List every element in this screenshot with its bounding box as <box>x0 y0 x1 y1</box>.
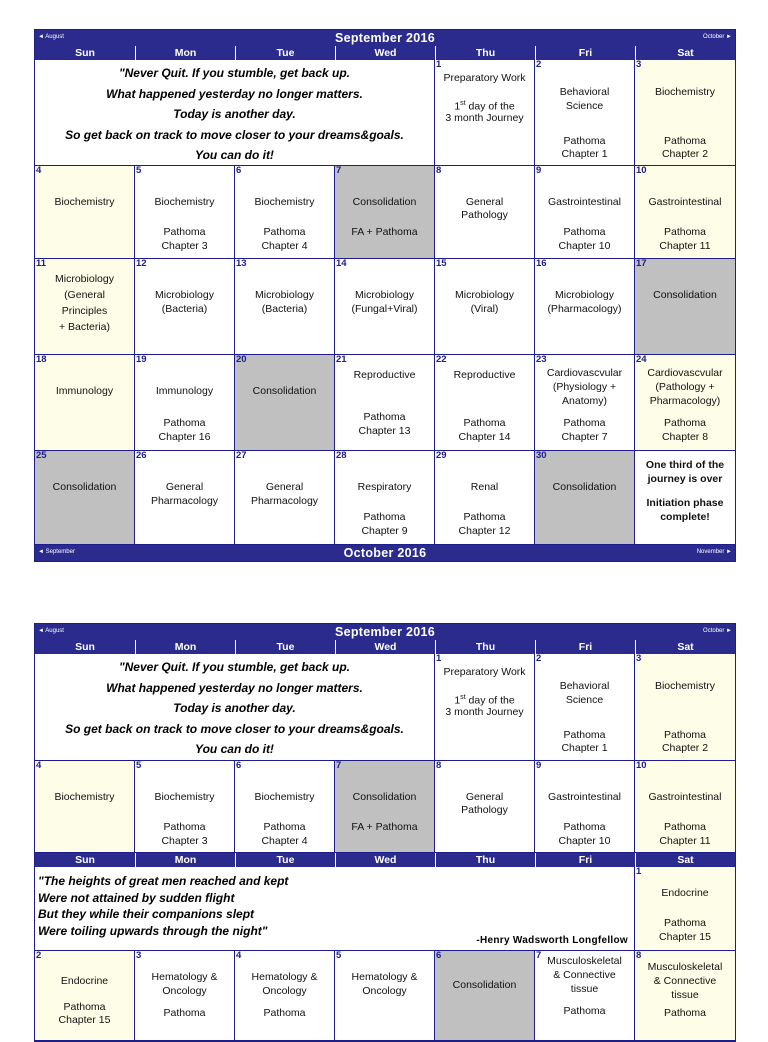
chapter-label: Pathoma <box>663 417 707 429</box>
day-cell[interactable] <box>335 166 435 259</box>
milestone-text: complete! <box>660 511 710 523</box>
month-header <box>35 624 735 640</box>
calendar-september-2016-copy <box>34 623 736 1042</box>
subject-label: (General <box>64 289 105 301</box>
weekday-tue: Tue <box>235 853 335 867</box>
subject-label: Principles <box>61 305 108 317</box>
weekday-sun: Sun <box>75 641 95 653</box>
subject-label: (Physiology + <box>552 381 617 393</box>
subject-label: Oncology <box>262 985 307 997</box>
chapter-label: Chapter 7 <box>561 431 608 443</box>
subject-label: (Pathology + <box>655 381 715 393</box>
weekday-mon: Mon <box>135 46 235 60</box>
subject-label: Biochemistry <box>254 791 315 803</box>
day-number: 6 <box>236 166 242 176</box>
subject-label: Musculoskeletal <box>647 961 723 973</box>
subject-label: Biochemistry <box>654 86 716 98</box>
weekday-header <box>35 853 735 867</box>
day-cell[interactable] <box>135 259 235 355</box>
calendar-grid <box>35 867 735 1041</box>
subject-label: Consolidation <box>352 196 417 208</box>
weekday-sun: Sun <box>75 47 95 59</box>
subject-label: Consolidation <box>252 385 317 397</box>
subject-label: Hematology & <box>351 971 418 983</box>
day-number: 14 <box>336 259 347 269</box>
chapter-label: Chapter 1 <box>561 148 608 160</box>
subject-label: Preparatory Work <box>443 666 526 678</box>
day-cell[interactable] <box>235 166 335 259</box>
day-cell[interactable] <box>435 451 535 545</box>
chapter-label: Pathoma <box>163 821 206 833</box>
weekday-tue: Tue <box>235 640 335 654</box>
weekday-fri: Fri <box>535 853 635 867</box>
day-cell[interactable] <box>435 259 535 355</box>
chapter-label: Chapter 2 <box>661 148 709 160</box>
day-number: 30 <box>536 451 547 461</box>
subject-label: Preparatory Work <box>443 72 526 84</box>
subject-label: Biochemistry <box>254 196 315 208</box>
chapter-label: Chapter 1 <box>561 742 608 754</box>
day-number: 19 <box>136 355 147 365</box>
quote-line: Today is another day. <box>173 107 296 121</box>
day-number: 2 <box>536 60 542 70</box>
subject-label: Hematology & <box>251 971 318 983</box>
weekday-sat: Sat <box>635 46 735 60</box>
weekday-sat: Sat <box>635 853 735 867</box>
subject-label: Cardiovascvular <box>647 367 723 379</box>
chapter-label: Chapter 10 <box>558 240 611 252</box>
chapter-label: Chapter 16 <box>158 431 211 443</box>
day-number: 18 <box>36 355 47 365</box>
subject-label: Renal <box>470 481 499 493</box>
subject-label: General <box>165 481 204 493</box>
milestone-note-cell <box>635 451 735 545</box>
day-number: 10 <box>636 761 647 771</box>
weekday-mon: Mon <box>135 640 235 654</box>
day-number: 8 <box>436 761 442 771</box>
subject-label: Science <box>565 694 604 706</box>
subject-label: Microbiology <box>555 289 614 301</box>
chapter-label: Pathoma <box>663 1007 707 1019</box>
prev-month-link[interactable]: ◄ August <box>38 628 64 634</box>
quote-line: What happened yesterday no longer matters. <box>106 86 363 101</box>
chapter-label: Chapter 10 <box>558 835 611 847</box>
chapter-label: Chapter 4 <box>261 240 308 252</box>
day-number: 2 <box>536 654 542 664</box>
day-number: 28 <box>336 451 347 461</box>
day-cell[interactable] <box>35 951 135 1041</box>
day-number: 13 <box>236 259 247 269</box>
quote-line: You can do it! <box>195 148 274 162</box>
day-cell[interactable] <box>135 355 235 451</box>
weekday-thu: Thu <box>435 640 535 654</box>
subject-label: Gastrointestinal <box>648 791 722 803</box>
subject-label: Pharmacology <box>150 495 219 507</box>
subject-label: General <box>465 196 504 208</box>
chapter-label: Chapter 9 <box>361 525 408 537</box>
day-number: 4 <box>236 951 242 961</box>
day-cell[interactable] <box>35 259 135 355</box>
chapter-label: Chapter 11 <box>659 240 711 252</box>
subject-label: Consolidation <box>452 979 517 991</box>
subject-label: & Connective <box>653 975 717 987</box>
day-cell[interactable] <box>435 355 535 451</box>
chapter-label: Pathoma <box>563 135 606 147</box>
subject-label: Respiratory <box>357 481 412 493</box>
day-cell[interactable] <box>535 60 635 166</box>
note-label: 1st day of the <box>454 694 515 707</box>
calendar-grid <box>35 60 735 545</box>
subject-label: Immunology <box>155 385 214 397</box>
chapter-label: Pathoma <box>163 417 206 429</box>
chapter-label: Chapter 13 <box>358 425 411 437</box>
chapter-label: Pathoma <box>363 511 406 523</box>
day-cell[interactable] <box>435 951 535 1041</box>
subject-label: Anatomy) <box>562 395 607 407</box>
day-number: 9 <box>536 761 542 771</box>
day-cell[interactable] <box>635 951 735 1041</box>
day-cell[interactable] <box>335 259 435 355</box>
subject-label: Biochemistry <box>654 680 716 692</box>
chapter-label: Chapter 3 <box>161 240 208 252</box>
day-number: 29 <box>436 451 447 461</box>
day-cell[interactable] <box>235 761 335 853</box>
subject-label: tissue <box>671 989 699 1001</box>
quote-line: So get back on track to move closer to your dreams&goals. <box>65 721 404 736</box>
day-cell[interactable] <box>35 355 135 451</box>
day-number: 15 <box>436 259 447 269</box>
motivational-quote <box>35 654 435 761</box>
chapter-label: Chapter 4 <box>261 835 308 847</box>
chapter-label: Pathoma <box>563 729 606 741</box>
chapter-label: Chapter 2 <box>661 742 709 754</box>
day-number: 4 <box>36 761 42 771</box>
day-cell[interactable] <box>435 761 535 853</box>
milestone-text: One third of the <box>645 459 725 471</box>
subject-label: Oncology <box>162 985 207 997</box>
day-cell[interactable] <box>435 654 535 761</box>
day-number: 8 <box>636 951 642 961</box>
chapter-label: Pathoma <box>163 226 206 238</box>
day-cell[interactable] <box>335 761 435 853</box>
day-cell[interactable] <box>235 951 335 1041</box>
day-number: 6 <box>436 951 442 961</box>
calendar-grid <box>35 654 735 853</box>
note-label: 1st day of the <box>454 100 515 113</box>
quote-line: So get back on track to move closer to your dreams&goals. <box>65 127 404 142</box>
subject-label: Consolidation <box>653 289 717 301</box>
note-label: 3 month Journey <box>445 112 524 124</box>
day-number: 5 <box>136 166 142 176</box>
day-cell[interactable] <box>435 166 535 259</box>
note-label: 3 month Journey <box>445 706 524 718</box>
weekday-sun: Sun <box>75 854 95 866</box>
day-number: 21 <box>336 355 347 365</box>
chapter-label: Pathoma <box>63 1001 106 1013</box>
month-header <box>35 30 735 46</box>
subject-label: Endocrine <box>60 975 109 987</box>
subject-label: tissue <box>570 983 599 995</box>
subject-label: Behavioral <box>559 86 610 98</box>
weekday-wed: Wed <box>335 640 435 654</box>
chapter-label: Chapter 15 <box>659 931 711 943</box>
chapter-label: Chapter 8 <box>661 431 709 443</box>
chapter-label: Pathoma <box>263 226 306 238</box>
weekday-wed: Wed <box>335 46 435 60</box>
day-cell[interactable] <box>135 166 235 259</box>
day-cell[interactable] <box>335 951 435 1041</box>
subject-label: Biochemistry <box>54 791 115 803</box>
day-cell[interactable] <box>635 867 735 951</box>
day-number: 11 <box>36 259 47 269</box>
subject-label: Consolidation <box>552 481 617 493</box>
subject-label: Biochemistry <box>54 196 115 208</box>
subject-label: Gastrointestinal <box>548 791 621 803</box>
next-month-title: October 2016 <box>343 546 427 560</box>
day-number: 17 <box>636 259 647 269</box>
subject-label: Consolidation <box>352 791 417 803</box>
chapter-label: Pathoma <box>663 917 707 929</box>
day-number: 1 <box>636 867 642 877</box>
day-cell[interactable] <box>535 166 635 259</box>
prev-month-link[interactable]: ◄ September <box>38 549 75 555</box>
month-title: September 2016 <box>334 31 436 45</box>
weekday-tue: Tue <box>235 46 335 60</box>
quote-line: What happened yesterday no longer matters. <box>106 680 363 695</box>
day-cell[interactable] <box>535 951 635 1041</box>
subject-label: Pathology <box>461 209 508 221</box>
next-month-link[interactable]: October ► <box>703 34 732 40</box>
chapter-label: Pathoma <box>163 1007 206 1019</box>
subject-label: Pharmacology <box>250 495 319 507</box>
quote-line: "Never Quit. If you stumble, get back up. <box>118 660 351 674</box>
day-cell[interactable] <box>335 355 435 451</box>
subject-label: (Pharmacology) <box>547 303 622 315</box>
day-number: 4 <box>36 166 42 176</box>
day-number: 3 <box>136 951 142 961</box>
day-cell[interactable] <box>635 60 735 166</box>
subject-label: (Viral) <box>470 303 499 315</box>
subject-label: (Bacteria) <box>161 303 208 315</box>
milestone-text: Initiation phase <box>646 497 724 509</box>
chapter-label: Pathoma <box>463 417 506 429</box>
chapter-label: Pathoma <box>563 417 606 429</box>
longfellow-quote <box>35 867 635 951</box>
day-number: 23 <box>536 355 547 365</box>
subject-label: Gastrointestinal <box>548 196 621 208</box>
quote-line: You can do it! <box>195 742 274 756</box>
weekday-sat: Sat <box>635 640 735 654</box>
weekday-header <box>35 46 735 60</box>
day-number: 20 <box>236 355 247 365</box>
chapter-label: Chapter 15 <box>58 1014 111 1026</box>
note-label: FA + Pathoma <box>351 226 418 238</box>
day-cell[interactable] <box>235 259 335 355</box>
day-number: 6 <box>236 761 242 771</box>
weekday-wed: Wed <box>335 853 435 867</box>
day-number: 3 <box>636 654 642 664</box>
day-cell[interactable] <box>135 951 235 1041</box>
quote-line: Were toiling upwards through the night" <box>38 923 268 938</box>
subject-label: Pathology <box>461 804 508 816</box>
chapter-label: Pathoma <box>663 729 707 741</box>
day-cell[interactable] <box>535 451 635 545</box>
prev-month-link[interactable]: ◄ August <box>38 34 64 40</box>
chapter-label: Pathoma <box>563 226 606 238</box>
chapter-label: Pathoma <box>663 135 707 147</box>
day-number: 9 <box>536 166 542 176</box>
day-cell[interactable] <box>35 761 135 853</box>
subject-label: Hematology & <box>151 971 218 983</box>
quote-line: "Never Quit. If you stumble, get back up. <box>118 66 351 80</box>
day-number: 12 <box>136 259 147 269</box>
day-number: 7 <box>336 166 342 176</box>
quote-line: "The heights of great men reached and kept <box>38 874 289 888</box>
chapter-label: Pathoma <box>663 821 707 833</box>
subject-label: Cardiovascvular <box>546 367 623 379</box>
calendar-september-2016 <box>34 29 736 562</box>
day-number: 24 <box>636 355 647 365</box>
day-cell[interactable] <box>635 654 735 761</box>
day-number: 1 <box>436 60 442 70</box>
subject-label: + Bacteria) <box>58 321 111 333</box>
subject-label: Biochemistry <box>154 791 215 803</box>
subject-label: Microbiology <box>455 289 514 301</box>
chapter-label: Chapter 14 <box>458 431 511 443</box>
quote-attribution: -Henry Wadsworth Longfellow <box>476 935 628 946</box>
weekday-thu: Thu <box>435 46 535 60</box>
month-title: September 2016 <box>334 625 436 639</box>
note-label: FA + Pathoma <box>351 821 418 833</box>
day-cell[interactable] <box>635 166 735 259</box>
chapter-label: Pathoma <box>263 1007 306 1019</box>
day-cell[interactable] <box>535 654 635 761</box>
subject-label: Microbiology <box>255 289 314 301</box>
day-cell[interactable] <box>535 761 635 853</box>
day-cell[interactable] <box>135 451 235 545</box>
milestone-text: journey is over <box>647 473 723 485</box>
chapter-label: Pathoma <box>263 821 306 833</box>
day-number: 10 <box>636 166 647 176</box>
day-number: 26 <box>136 451 147 461</box>
day-cell[interactable] <box>35 451 135 545</box>
subject-label: (Fungal+Viral) <box>351 303 418 315</box>
subject-label: General <box>465 791 504 803</box>
chapter-label: Pathoma <box>663 226 707 238</box>
weekday-mon: Mon <box>135 853 235 867</box>
day-cell[interactable] <box>235 451 335 545</box>
day-cell[interactable] <box>435 60 535 166</box>
day-number: 27 <box>236 451 247 461</box>
subject-label: & Connective <box>553 969 616 981</box>
subject-label: Immunology <box>55 385 114 397</box>
next-month-link[interactable]: October ► <box>703 628 732 634</box>
day-number: 1 <box>436 654 442 664</box>
subject-label: Microbiology <box>155 289 214 301</box>
weekday-header <box>35 640 735 654</box>
day-number: 7 <box>336 761 342 771</box>
day-cell[interactable] <box>535 259 635 355</box>
subject-label: Science <box>565 100 604 112</box>
day-number: 7 <box>536 951 542 961</box>
chapter-label: Pathoma <box>363 411 406 423</box>
day-cell[interactable] <box>135 761 235 853</box>
subject-label: Biochemistry <box>154 196 215 208</box>
subject-label: Behavioral <box>559 680 610 692</box>
day-cell[interactable] <box>335 451 435 545</box>
chapter-label: Chapter 11 <box>659 835 711 847</box>
day-cell[interactable] <box>35 166 135 259</box>
day-cell[interactable] <box>635 761 735 853</box>
quote-line: Today is another day. <box>173 701 296 715</box>
day-number: 5 <box>136 761 142 771</box>
weekday-fri: Fri <box>535 46 635 60</box>
month-footer <box>35 545 735 561</box>
chapter-label: Chapter 12 <box>458 525 511 537</box>
quote-line: Were not attained by sudden flight <box>38 890 235 905</box>
subject-label: Pharmacology) <box>649 395 721 407</box>
chapter-label: Chapter 3 <box>161 835 208 847</box>
quote-line: But they while their companions slept <box>38 907 255 921</box>
subject-label: Oncology <box>362 985 407 997</box>
subject-label: (Bacteria) <box>261 303 308 315</box>
subject-label: Reproductive <box>453 369 516 381</box>
subject-label: Gastrointestinal <box>648 196 722 208</box>
day-number: 3 <box>636 60 642 70</box>
subject-label: Endocrine <box>661 887 709 899</box>
day-number: 22 <box>436 355 447 365</box>
day-cell[interactable] <box>535 355 635 451</box>
day-number: 25 <box>36 451 47 461</box>
chapter-label: Pathoma <box>563 1005 606 1017</box>
chapter-label: Pathoma <box>463 511 506 523</box>
subject-label: Consolidation <box>52 481 117 493</box>
subject-label: Musculoskeletal <box>547 955 622 967</box>
motivational-quote <box>35 60 435 166</box>
subject-label: Reproductive <box>353 369 416 381</box>
day-number: 5 <box>336 951 342 961</box>
day-number: 16 <box>536 259 547 269</box>
day-cell[interactable] <box>635 259 735 355</box>
weekday-fri: Fri <box>535 640 635 654</box>
day-cell[interactable] <box>235 355 335 451</box>
day-number: 2 <box>36 951 42 961</box>
chapter-label: Pathoma <box>563 821 606 833</box>
subject-label: General <box>265 481 304 493</box>
weekday-thu: Thu <box>435 853 535 867</box>
next-month-link[interactable]: November ► <box>696 549 732 555</box>
day-number: 8 <box>436 166 442 176</box>
day-cell[interactable] <box>635 355 735 451</box>
subject-label: Microbiology <box>355 289 414 301</box>
subject-label: Microbiology <box>55 273 114 285</box>
